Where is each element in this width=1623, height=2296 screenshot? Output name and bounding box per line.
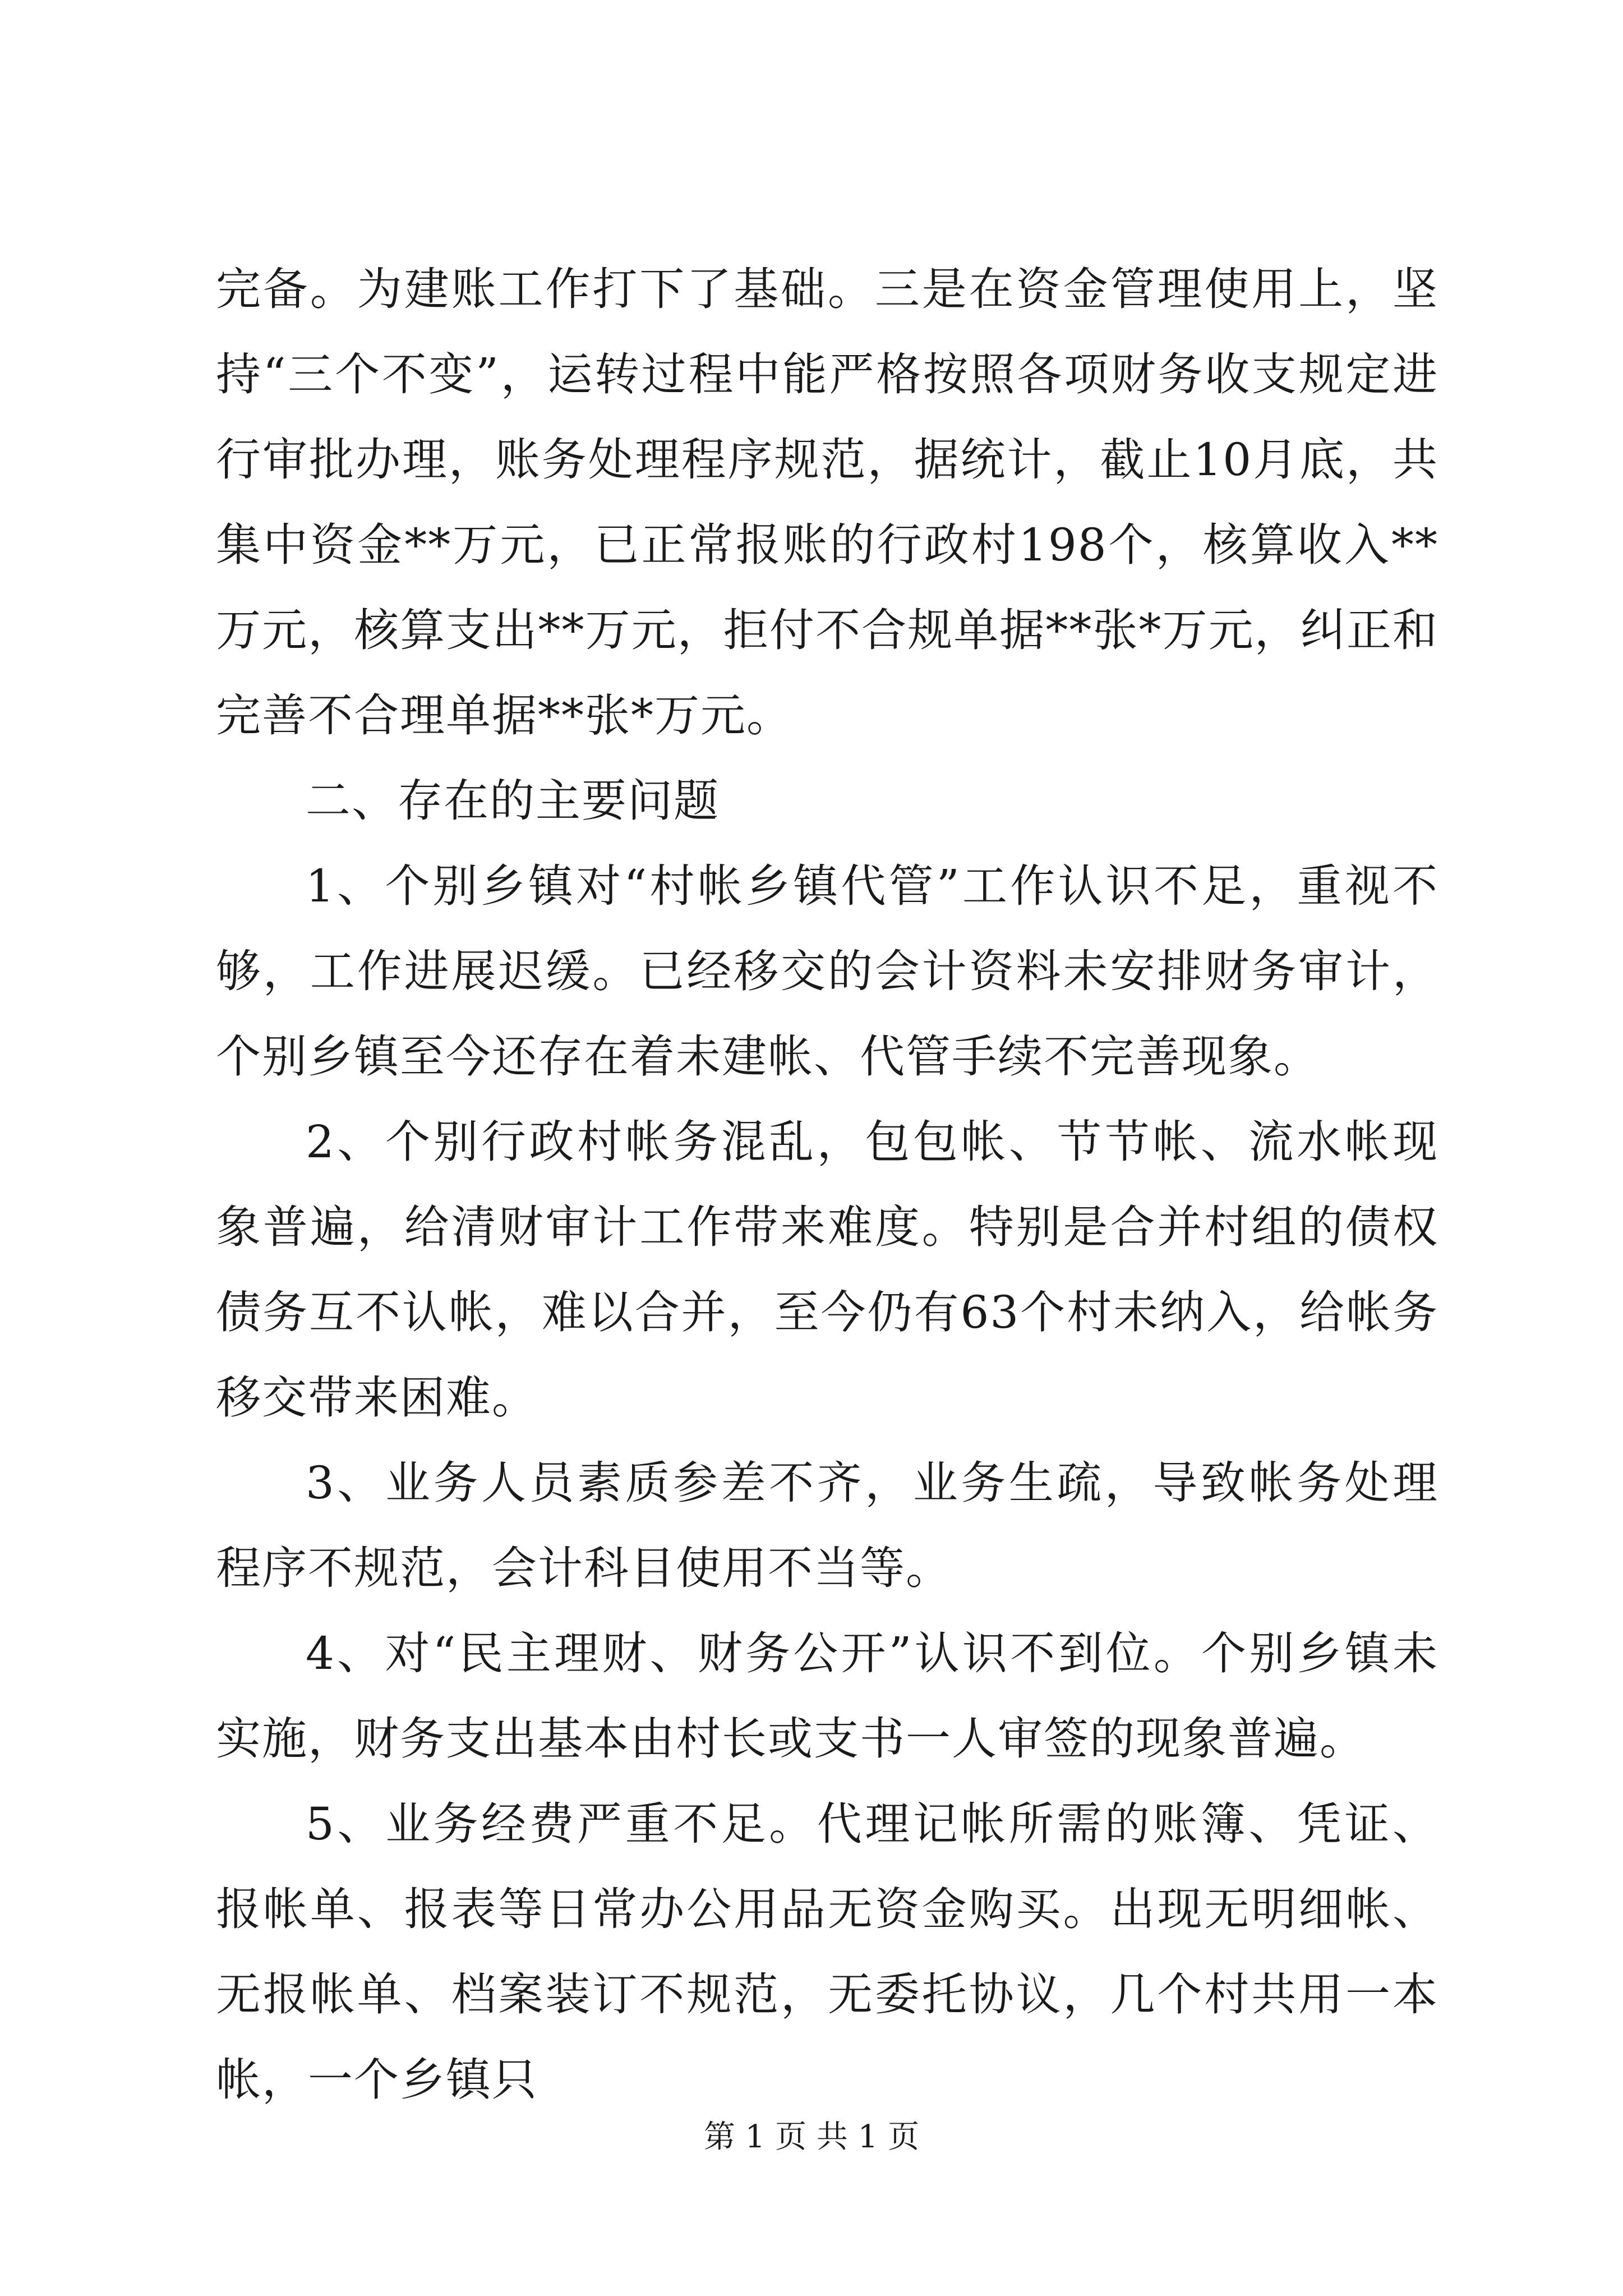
page-number-footer: 第 1 页 共 1 页 xyxy=(703,2119,920,2155)
paragraph-item-3: 3、业务人员素质参差不齐，业务生疏，导致帐务处理程序不规范，会计科目使用不当等。 xyxy=(216,1457,1438,1594)
document-body xyxy=(216,247,1438,2123)
paragraph-item-2: 2、个别行政村帐务混乱，包包帐、节节帐、流水帐现象普遍，给清财审计工作带来难度。特别是合并村组的债权债务互不认帐，难以合并，至今仍有63个村未纳入，给帐务移交带来困难。 xyxy=(216,1116,1438,1424)
section-heading: 二、存在的主要问题 xyxy=(306,775,720,827)
paragraph-item-5: 5、业务经费严重不足。代理记帐所需的账簿、凭证、报帐单、报表等日常办公用品无资金购买。出现无明细帐、无报帐单、档案装订不规范，无委托协议，几个村共用一本帐，一个乡镇只 xyxy=(216,1798,1438,2106)
paragraph-item-1: 1、个别乡镇对“村帐乡镇代管”工作认识不足，重视不够，工作进展迟缓。已经移交的会计资料未安排财务审计，个别乡镇至今还存在着未建帐、代管手续不完善现象。 xyxy=(216,860,1438,1083)
paragraph-continuation: 完备。为建账工作打下了基础。三是在资金管理使用上，坚持“三个不变”，运转过程中能严格按照各项财务收支规定进行审批办理，账务处理程序规范，据统计，截止10月底，共集中资金**万元，已正常报账的行政村198个，核算收入**万元，核算支出**万元，拒付不合规单据**张*万元，纠正和完善不合理单据**张*万元。 xyxy=(216,263,1438,742)
paragraph-item-4: 4、对“民主理财、财务公开”认识不到位。个别乡镇未实施，财务支出基本由村长或支书一人审签的现象普遍。 xyxy=(216,1627,1438,1765)
